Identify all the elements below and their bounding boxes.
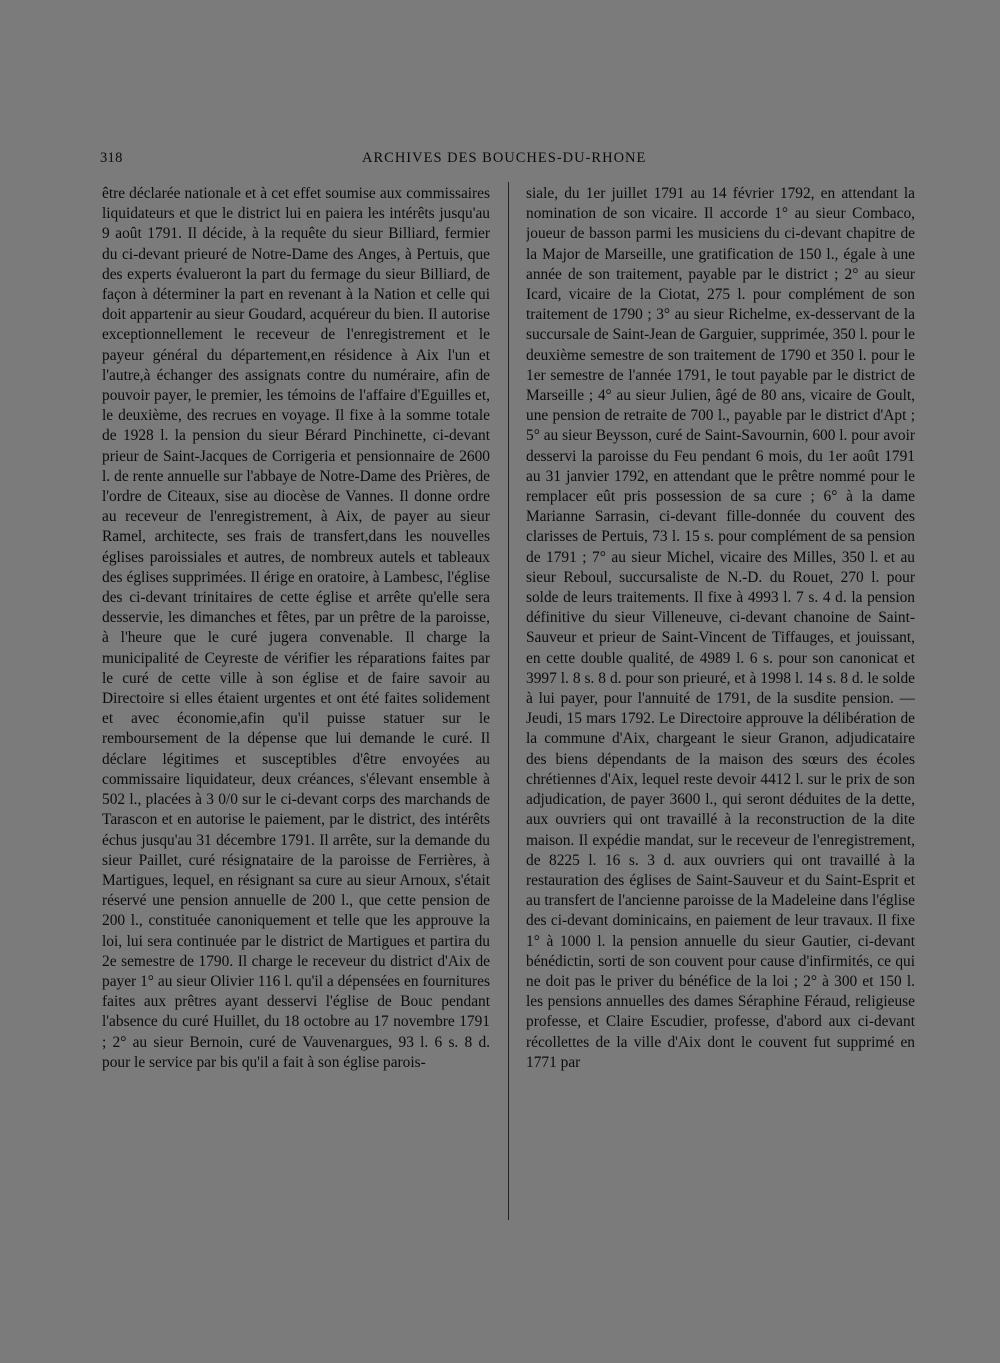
text-column-right <box>526 184 915 1214</box>
left-column-text: être déclarée nationale et à cet effet soumise aux commissaires liquidateurs et que le district lui en paiera les intérêts jusqu'au 9 août 1791. Il décide, à la requête du sieur Billiard, fermier du ci-devant prieuré de Notre-Dame des Anges, à Pertuis, que des experts évalueront la part du fermage du sieur Billiard, de façon à déterminer la part en revenant à la Nation et celle qui doit appartenir au sieur Goudard, acquéreur du bien. Il autorise exceptionnellement le receveur de l'enregistrement et le payeur général du département,en résidence à Aix l'un et l'autre,à échanger des assignats contre du numéraire, afin de pouvoir payer, le premier, les témoins de l'affaire d'Eguilles et, le deuxième, des recrues en voyage. Il fixe à la somme totale de 1928 l. la pension du sieur Bérard Pinchinette, ci-devant prieur de Saint-Jacques de Corrigeria et pensionnaire de 2600 l. de rente annuelle sur l'abbaye de Notre-Dame des Prières, de l'ordre de Citeaux, sise au diocèse de Vannes. Il donne ordre au receveur de l'enregistrement, à Aix, de payer au sieur Ramel, architecte, ses frais de transfert,dans les nouvelles églises paroissiales et autres, de nombreux autels et tableaux des églises supprimées. Il érige en oratoire, à Lambesc, l'église des ci-devant trinitaires de cette église et arrête qu'elle sera desservie, les dimanches et fêtes, par un prêtre de la paroisse, à l'heure que le curé jugera convenable. Il charge la municipalité de Ceyreste de vérifier les réparations faites par le curé de cette ville à son église et de faire savoir au Directoire si elles étaient urgentes et ont été faites solidement et avec économie,afin qu'il puisse statuer sur le remboursement de la dépense que lui demande le curé. Il déclare légitimes et susceptibles d'être envoyées au commissaire liquidateur, deux créances, s'élevant ensemble à 502 l., placées à 3 0/0 sur le ci-devant corps des marchands de Tarascon et en autorise le paiement, par le district, des intérêts échus jusqu'au 31 décembre 1791. Il arrête, sur la demande du sieur Paillet, curé résignataire de la paroisse de Ferrières, à Martigues, lequel, en résignant sa cure au sieur Arnoux, s'était réservé une pension annuelle de 200 l., que cette pension de 200 l., constituée canoniquement et telle que les approuve la loi, lui sera continuée par le district de Martigues et partira du 2e semestre de 1790. Il charge le receveur du district d'Aix de payer 1° au sieur Olivier 116 l. qu'il a dépensées en fournitures faites aux prêtres ayant desservi l'église de Bouc pendant l'absence du curé Huillet, du 18 octobre au 17 novembre 1791 ; 2° au sieur Bernoin, curé de Vauvenargues, 93 l. 6 s. 8 d. pour le service par bis qu'il a fait à son église parois- <box>102 185 490 1071</box>
column-divider <box>508 182 509 1220</box>
text-column-left <box>102 184 490 1214</box>
page-number: 318 <box>100 150 123 166</box>
right-column-text: siale, du 1er juillet 1791 au 14 février 1792, en attendant la nomination de son vicaire. Il accorde 1° au sieur Combaco, joueur de basson parmi les musiciens du ci-devant chapitre de la Major de Marseille, une gratification de 150 l., égale à une année de son traitement, payable par le district ; 2° au sieur Icard, vicaire de la Ciotat, 275 l. pour complément de son traitement de 1790 ; 3° au sieur Richelme, ex-desservant de la succursale de Saint-Jean de Garguier, supprimée, 350 l. pour le deuxième semestre de son traitement de 1790 et 350 l. pour le 1er semestre de l'année 1791, le tout payable par le district de Marseille ; 4° au sieur Julien, âgé de 80 ans, vicaire de Goult, une pension de retraite de 700 l., payable par le district d'Apt ; 5° au sieur Beysson, curé de Saint-Savournin, 600 l. pour avoir desservi la paroisse du Feu pendant 6 mois, du 1er août 1791 au 31 janvier 1792, en attendant que le prêtre nommé pour le remplacer eût pris possession de sa cure ; 6° à la dame Marianne Sarrasin, ci-devant fille-donnée du couvent des clarisses de Pertuis, 73 l. 15 s. pour complément de sa pension de 1791 ; 7° au sieur Michel, vicaire des Milles, 350 l. et au sieur Reboul, succursaliste de N.-D. du Rouet, 270 l. pour solde de leurs traitements. Il fixe à 4993 l. 7 s. 4 d. la pension définitive du sieur Villeneuve, ci-devant chanoine de Saint-Sauveur et prieur de Saint-Vincent de Tiffauges, et jouissant, en cette double qualité, de 4989 l. 6 s. pour son canonicat et 3997 l. 8 s. 8 d. pour son prieuré, et à 1998 l. 14 s. 8 d. le solde à lui payer, pour l'annuité de 1791, de la susdite pension. — Jeudi, 15 mars 1792. Le Directoire approuve la délibération de la commune d'Aix, chargeant le sieur Granon, adjudicataire des biens dépendants de la maison des sœurs des écoles chrétiennes d'Aix, lequel reste devoir 4412 l. sur le prix de son adjudication, de payer 3600 l., qui seront déduites de la dette, aux ouvriers qui ont travaillé à la reconstruction de la dite maison. Il expédie mandat, sur le receveur de l'enregistrement, de 8225 l. 16 s. 3 d. aux ouvriers qui ont travaillé à la restauration des églises de Saint-Sauveur et du Saint-Esprit et au transfert de l'ancienne paroisse de la Madeleine dans l'église des ci-devant dominicains, en paiement de leur travaux. Il fixe 1° à 1000 l. la pension annuelle du sieur Gautier, ci-devant bénédictin, sorti de son couvent pour cause d'infirmités, ce qui ne doit pas le priver du bénéfice de la loi ; 2° à 300 et 150 l. les pensions annuelles des dames Séraphine Féraud, religieuse professe, et Claire Escudier, professe, d'abord aux ci-devant récollettes de la ville d'Aix dont le couvent fut supprimé en 1771 par <box>526 185 915 1071</box>
running-title: ARCHIVES DES BOUCHES-DU-RHONE <box>362 150 647 166</box>
page-header <box>100 150 915 170</box>
